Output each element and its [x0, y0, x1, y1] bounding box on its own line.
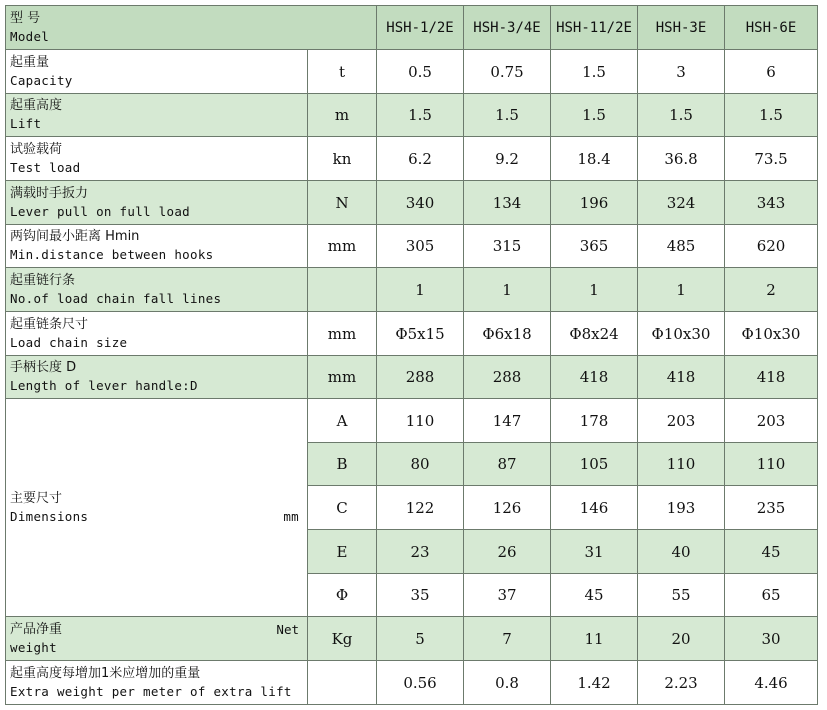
- value-cell: 23: [377, 530, 464, 574]
- value-cell: 1: [638, 268, 725, 312]
- value-cell: 324: [638, 181, 725, 225]
- value-cell: 110: [377, 399, 464, 443]
- table-row: [6, 356, 818, 399]
- value-cell: 110: [638, 443, 725, 486]
- table-row: [6, 94, 818, 137]
- value-cell: 1.5: [464, 94, 551, 137]
- value-cell: 7: [464, 617, 551, 661]
- row-label-en: No.of load chain fall lines: [10, 290, 222, 306]
- unit-cell: mm: [308, 312, 377, 356]
- dimensions-label-en-text: Dimensions: [10, 508, 89, 524]
- unit-cell: mm: [308, 225, 377, 268]
- model-header: HSH-3/4E: [464, 6, 551, 50]
- row-label-en: Length of lever handle:D: [10, 378, 198, 393]
- dimension-key: C: [308, 486, 377, 530]
- row-label-en: Lever pull on full load: [10, 203, 190, 219]
- unit-cell: kn: [308, 137, 377, 181]
- value-cell: 45: [725, 530, 818, 574]
- table-row: [6, 181, 818, 225]
- row-label: [6, 94, 308, 137]
- row-label: [6, 137, 308, 181]
- model-header: HSH-1/2E: [377, 6, 464, 50]
- value-cell: 35: [377, 574, 464, 617]
- value-cell: 5: [377, 617, 464, 661]
- spec-table: [5, 5, 818, 705]
- value-cell: 3: [638, 50, 725, 94]
- value-cell: 485: [638, 225, 725, 268]
- value-cell: 1.42: [551, 661, 638, 705]
- value-cell: 203: [725, 399, 818, 443]
- value-cell: 193: [638, 486, 725, 530]
- value-cell: 0.5: [377, 50, 464, 94]
- value-cell: 1.5: [725, 94, 818, 137]
- row-label-zh: 满载时手扳力: [10, 185, 89, 201]
- dimension-row: [6, 399, 818, 443]
- value-cell: 418: [725, 356, 818, 399]
- model-header: HSH-3E: [638, 6, 725, 50]
- value-cell: 1.5: [551, 50, 638, 94]
- unit-cell: [308, 661, 377, 705]
- extra-weight-label-en: Extra weight per meter of extra lift: [10, 683, 292, 699]
- row-label-en: Min.distance between hooks: [10, 247, 214, 262]
- table-row: [6, 225, 818, 268]
- value-cell: 87: [464, 443, 551, 486]
- value-cell: 1.5: [377, 94, 464, 137]
- table-row: [6, 617, 818, 661]
- value-cell: 31: [551, 530, 638, 574]
- value-cell: Φ5x15: [377, 312, 464, 356]
- value-cell: 122: [377, 486, 464, 530]
- value-cell: 1: [551, 268, 638, 312]
- value-cell: 196: [551, 181, 638, 225]
- table-row: [6, 661, 818, 705]
- value-cell: 418: [551, 356, 638, 399]
- row-label-zh: 试验载荷: [10, 141, 63, 157]
- row-label-zh: 起重链行条: [10, 272, 76, 288]
- net-weight-en-right: Net: [276, 621, 299, 637]
- value-cell: 80: [377, 443, 464, 486]
- value-cell: 30: [725, 617, 818, 661]
- table-row: [6, 137, 818, 181]
- value-cell: 11: [551, 617, 638, 661]
- unit-cell: [308, 268, 377, 312]
- net-weight-label-en: weight: [10, 639, 57, 655]
- value-cell: 40: [638, 530, 725, 574]
- value-cell: 110: [725, 443, 818, 486]
- dimension-key: Φ: [308, 574, 377, 617]
- value-cell: 620: [725, 225, 818, 268]
- row-label: [6, 50, 308, 94]
- dimension-key: B: [308, 443, 377, 486]
- value-cell: 1.5: [551, 94, 638, 137]
- value-cell: 0.56: [377, 661, 464, 705]
- model-header: HSH-6E: [725, 6, 818, 50]
- value-cell: 288: [464, 356, 551, 399]
- value-cell: 0.8: [464, 661, 551, 705]
- dimensions-label-zh: 主要尺寸: [10, 490, 63, 506]
- value-cell: 343: [725, 181, 818, 225]
- model-label-en: Model: [10, 28, 50, 44]
- unit-cell: Kg: [308, 617, 377, 661]
- row-label: [6, 225, 308, 268]
- model-label-zh: 型 号: [10, 10, 41, 26]
- value-cell: 9.2: [464, 137, 551, 181]
- value-cell: 178: [551, 399, 638, 443]
- unit-cell: m: [308, 94, 377, 137]
- dimensions-label: [6, 399, 308, 617]
- net-weight-zh-text: 产品净重: [10, 621, 63, 637]
- value-cell: 288: [377, 356, 464, 399]
- value-cell: 1.5: [638, 94, 725, 137]
- row-label-zh: 起重量: [10, 54, 50, 70]
- value-cell: 315: [464, 225, 551, 268]
- row-label-zh: 起重链条尺寸: [10, 316, 89, 332]
- dimension-key: A: [308, 399, 377, 443]
- value-cell: 4.46: [725, 661, 818, 705]
- extra-weight-label: [6, 661, 308, 705]
- value-cell: 20: [638, 617, 725, 661]
- value-cell: 0.75: [464, 50, 551, 94]
- value-cell: Φ6x18: [464, 312, 551, 356]
- value-cell: 37: [464, 574, 551, 617]
- dimensions-unit: mm: [283, 508, 299, 524]
- row-label-en: Load chain size: [10, 334, 128, 350]
- value-cell: 305: [377, 225, 464, 268]
- row-label-en: Capacity: [10, 72, 73, 88]
- value-cell: 418: [638, 356, 725, 399]
- net-weight-label-zh: [10, 621, 307, 639]
- value-cell: 18.4: [551, 137, 638, 181]
- row-label-en: Lift: [10, 116, 42, 131]
- unit-cell: N: [308, 181, 377, 225]
- value-cell: 36.8: [638, 137, 725, 181]
- value-cell: 105: [551, 443, 638, 486]
- model-header: HSH-11/2E: [551, 6, 638, 50]
- row-label-zh: 起重高度: [10, 98, 63, 113]
- value-cell: Φ10x30: [725, 312, 818, 356]
- value-cell: 6: [725, 50, 818, 94]
- model-label-cell: [6, 6, 377, 50]
- row-label-en: Test load: [10, 159, 81, 175]
- value-cell: Φ8x24: [551, 312, 638, 356]
- row-label: [6, 312, 308, 356]
- row-label-zh: 手柄长度 D: [10, 360, 77, 375]
- value-cell: 235: [725, 486, 818, 530]
- value-cell: 126: [464, 486, 551, 530]
- value-cell: 1: [377, 268, 464, 312]
- value-cell: 6.2: [377, 137, 464, 181]
- value-cell: 147: [464, 399, 551, 443]
- row-label-zh: 两钩间最小距离 Hmin: [10, 229, 140, 244]
- unit-cell: mm: [308, 356, 377, 399]
- unit-cell: t: [308, 50, 377, 94]
- row-label: [6, 356, 308, 399]
- value-cell: 45: [551, 574, 638, 617]
- value-cell: 2: [725, 268, 818, 312]
- value-cell: 65: [725, 574, 818, 617]
- value-cell: 146: [551, 486, 638, 530]
- table-row: [6, 268, 818, 312]
- dimensions-label-en: [10, 508, 307, 526]
- value-cell: 134: [464, 181, 551, 225]
- extra-weight-label-zh: 起重高度每增加1米应增加的重量: [10, 665, 201, 681]
- table-row: [6, 50, 818, 94]
- value-cell: 203: [638, 399, 725, 443]
- row-label: [6, 268, 308, 312]
- value-cell: 73.5: [725, 137, 818, 181]
- value-cell: 340: [377, 181, 464, 225]
- row-label: [6, 181, 308, 225]
- header-row: [6, 6, 818, 50]
- net-weight-label: [6, 617, 308, 661]
- value-cell: 2.23: [638, 661, 725, 705]
- value-cell: 1: [464, 268, 551, 312]
- dimension-key: E: [308, 530, 377, 574]
- table-row: [6, 312, 818, 356]
- value-cell: Φ10x30: [638, 312, 725, 356]
- value-cell: 365: [551, 225, 638, 268]
- value-cell: 26: [464, 530, 551, 574]
- value-cell: 55: [638, 574, 725, 617]
